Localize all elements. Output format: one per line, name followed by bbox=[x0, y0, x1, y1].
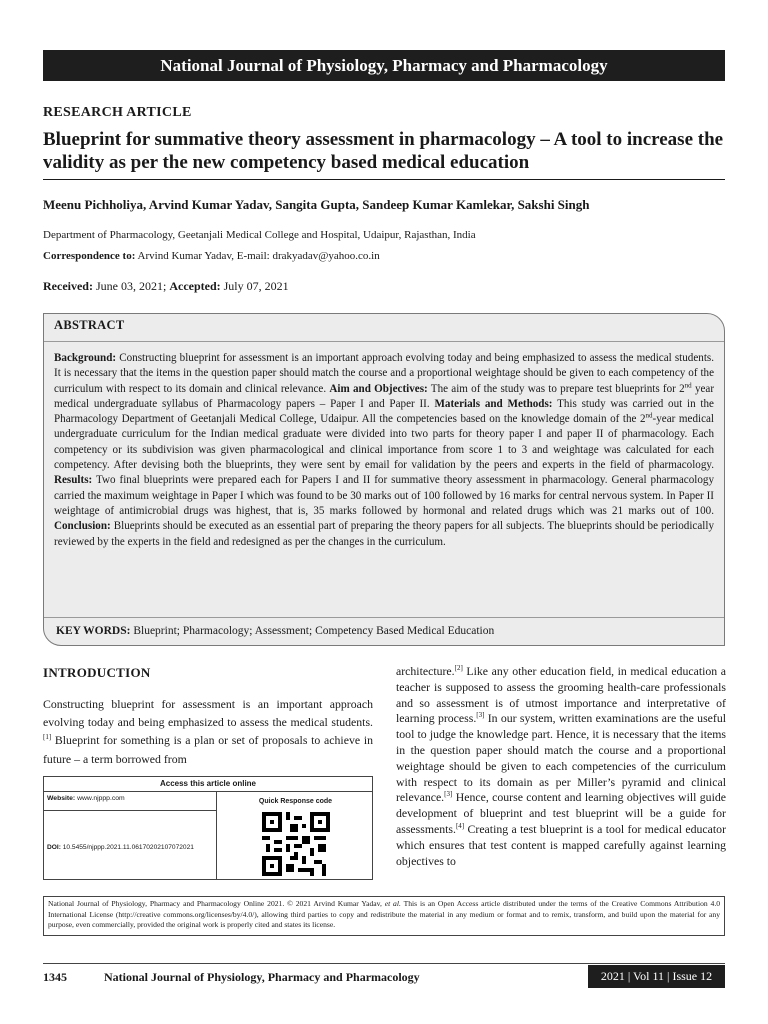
author-list: Meenu Pichholiya, Arvind Kumar Yadav, Sangita Gupta, Sandeep Kumar Kamlekar, Sakshi Singh bbox=[43, 197, 590, 212]
license-text: National Journal of Physiology, Pharmacy and Pharmacology Online 2021. © 2021 Arvind Kumar Yadav, bbox=[48, 899, 385, 908]
keywords-divider bbox=[44, 617, 724, 618]
abstract-heading: ABSTRACT bbox=[54, 318, 125, 332]
intro-text: Constructing blueprint for assessment is an important approach evolving today and being emphasized to assess the medical students. bbox=[43, 697, 373, 730]
page-number: 1345 bbox=[43, 970, 67, 984]
methods-text-cont: -year medical undergraduate curriculum for the Indian medical graduate were divided into two parts for theory paper I and paper II of pharmacology. Each competency or its subdivision was given pharmacological and clinical importance from score 1 to 3 and weightage was calculated for each competency. After devising both the blueprints, they were sent by email for validation by the peers and experts in the field of pharmacology. bbox=[54, 413, 714, 472]
access-box-title: Access this article online bbox=[44, 777, 372, 792]
correspondence bbox=[43, 250, 380, 262]
citation: [4] bbox=[455, 822, 465, 831]
citation: [3] bbox=[444, 790, 453, 799]
journal-banner: National Journal of Physiology, Pharmacy and Pharmacology bbox=[43, 50, 725, 81]
abstract-body bbox=[54, 351, 714, 550]
citation: [2] bbox=[454, 664, 463, 673]
accepted-label: Accepted: bbox=[169, 279, 221, 293]
intro-text: architecture. bbox=[396, 664, 455, 678]
dates-line bbox=[43, 279, 289, 294]
license-text-cont: This is an Open Access article distributed under the terms of the Creative Commons Attribution 4.0 International License (http://creative commons.org/licenses/by/4.0/), allowing third parties to copy and redistribute the material in any medium or format and to remix, transform, and build upon the material for any purpose, even commercially, provided the original work is properly cited and states its license. bbox=[48, 899, 721, 930]
title-divider bbox=[43, 179, 725, 180]
keywords-label: KEY WORDS: bbox=[56, 625, 131, 637]
intro-text: Like any other education field, in medical education a teacher is supposed to assess the grooming health-care professionals and so assessment is of utmost importance and interpretative of learning process. bbox=[396, 664, 726, 726]
intro-text: Hence, course content and learning objectives will guide development of blueprint and test blueprint will be a guide for assessments. bbox=[396, 790, 726, 836]
abstract-divider bbox=[44, 341, 724, 342]
issue-badge: 2021 | Vol 11 | Issue 12 bbox=[588, 965, 725, 988]
qr-cell bbox=[218, 792, 373, 880]
citation: [3] bbox=[476, 711, 485, 720]
website-line bbox=[44, 792, 216, 811]
conclusion-label: Conclusion: bbox=[54, 520, 111, 533]
correspondence-label: Correspondence to: bbox=[43, 250, 136, 262]
results-text: Two final blueprints were prepared each for Papers I and II for summative theory assessment in pharmacology. General pharmacology carried the maximum weightage in Paper I which was found to be 30 marks out of 100 followed by 16 marks for central nervous system. In Paper II weightage of antimicrobial drugs was highest, that is, 35 marks followed by hormonal and related drugs which was 21 marks out of 100. bbox=[54, 474, 714, 517]
background-label: Background: bbox=[54, 352, 117, 364]
aim-sup: nd bbox=[684, 380, 692, 389]
methods-sup: nd bbox=[645, 411, 653, 420]
background-text: Constructing blueprint for assessment is an important approach evolving today and being emphasized to assess the medical students. It is necessary that the items in the question paper should match the course and a proportional weightage should be given to each competency of the curriculum with respect to its domain and clinical relevance. bbox=[54, 352, 714, 395]
methods-text: This study was carried out in the Pharmacology Department of Geetanjali Medical College, Udaipur. All the competencies based on the knowledge domain of the 2 bbox=[54, 397, 714, 426]
qr-code-icon[interactable] bbox=[262, 812, 330, 876]
license-etal: et al. bbox=[384, 899, 401, 908]
intro-text: Blueprint for something is a plan or set of proposals to achieve in future – a term borrowed from bbox=[43, 733, 373, 766]
intro-text: Creating a test blueprint is a tool for medical educator which ensures that test content is mapped carefully against learning objectives to bbox=[396, 821, 726, 868]
affiliation: Department of Pharmacology, Geetanjali Medical College and Hospital, Udaipur, Rajasthan, India bbox=[43, 229, 476, 241]
doi-line bbox=[47, 844, 194, 851]
conclusion-text: Blueprints should be executed as an essential part of preparing the theory papers for all subjects. The blueprints should be periodically reviewed by the experts in the field and redesigned as per the changes in the curriculum. bbox=[54, 520, 714, 548]
keywords-line bbox=[56, 625, 494, 637]
access-info-cell bbox=[44, 792, 217, 880]
aim-label: Aim and Objectives: bbox=[329, 382, 428, 395]
accepted-date: July 07, 2021 bbox=[223, 279, 289, 293]
citation: [1] bbox=[43, 733, 52, 742]
aim-text-cont: year medical undergraduate syllabus of Pharmacology papers – Paper I and Paper II. bbox=[54, 382, 715, 410]
introduction-left-column bbox=[43, 695, 373, 768]
article-title: Blueprint for summative theory assessment in pharmacology – A tool to increase the validity as per the new competency based medical education bbox=[43, 129, 724, 173]
qr-label: Quick Response code bbox=[258, 798, 333, 805]
article-type: RESEARCH ARTICLE bbox=[43, 105, 192, 120]
access-article-box bbox=[43, 776, 373, 880]
doi-link[interactable]: 10.5455/njppp.2021.11.06170202107072021 bbox=[62, 844, 194, 851]
website-label: Website: bbox=[47, 795, 76, 802]
footer-journal-name: National Journal of Physiology, Pharmacy and Pharmacology bbox=[104, 970, 420, 984]
received-date: June 03, 2021; bbox=[95, 279, 167, 293]
received-label: Received: bbox=[43, 279, 93, 293]
methods-label: Materials and Methods: bbox=[434, 397, 553, 410]
keywords-value: Blueprint; Pharmacology; Assessment; Competency Based Medical Education bbox=[133, 625, 495, 637]
intro-text: In our system, written examinations are the useful tool to judge the knowledge part. Hence, it is necessary that the items in the question paper should match the course and a proportional weightage should be given to each competencies of the curriculum with respect to its domain as per Miller’s pyramid and clinical relevance. bbox=[396, 711, 726, 805]
aim-text: The aim of the study was to prepare test blueprints for 2 bbox=[430, 382, 685, 395]
introduction-heading: INTRODUCTION bbox=[43, 665, 151, 680]
introduction-right-column bbox=[396, 664, 726, 869]
results-label: Results: bbox=[54, 474, 93, 487]
footer-divider bbox=[43, 963, 725, 964]
doi-label: DOI: bbox=[47, 844, 61, 851]
correspondence-value: Arvind Kumar Yadav, E-mail: drakyadav@yahoo.co.in bbox=[137, 250, 380, 262]
website-link[interactable]: www.njppp.com bbox=[77, 795, 125, 802]
license-notice bbox=[43, 896, 725, 936]
